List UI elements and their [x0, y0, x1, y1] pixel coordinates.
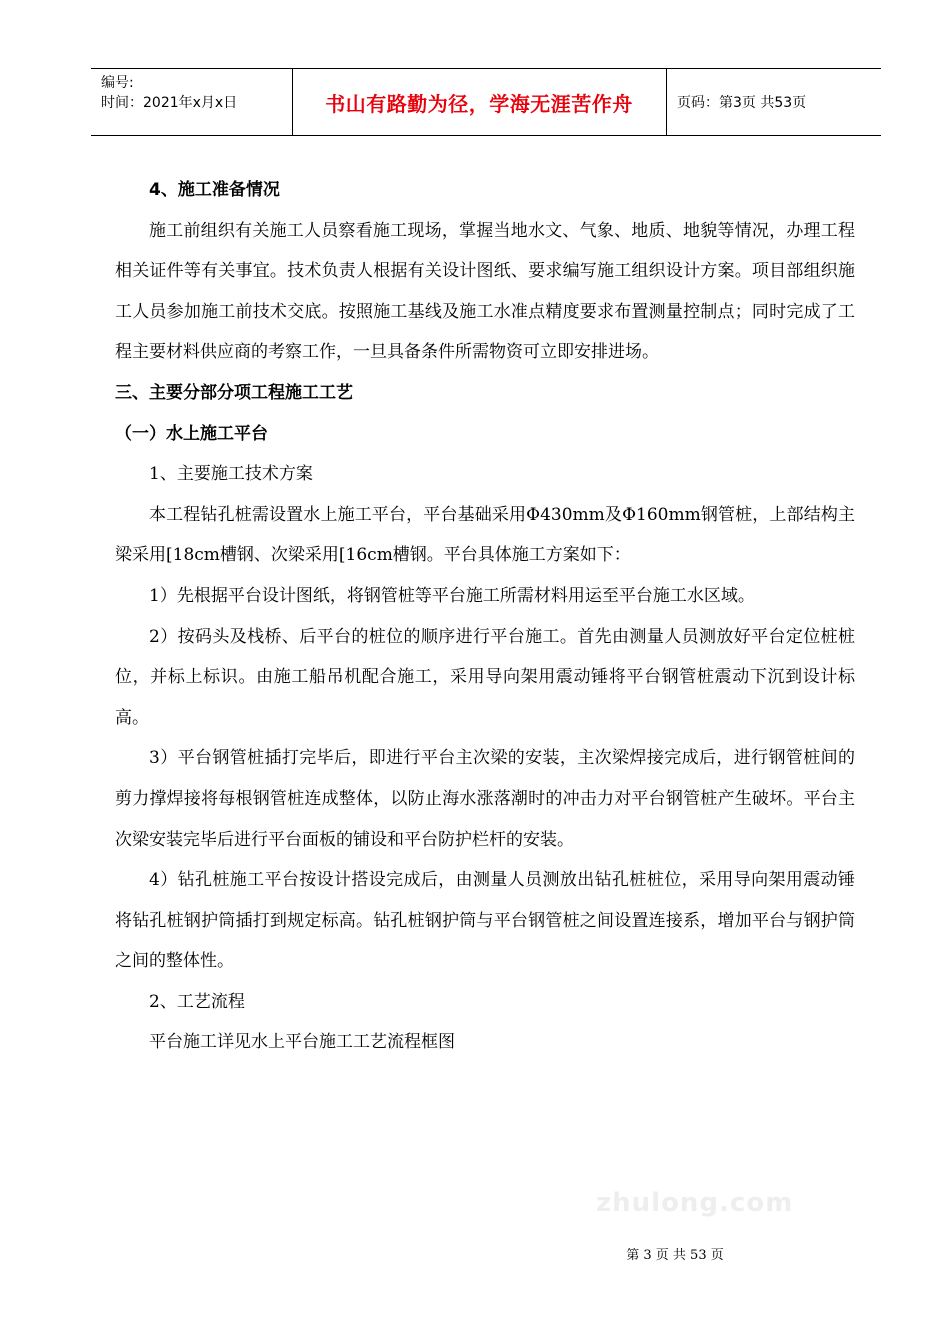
paragraph-step: 3）平台钢管桩插打完毕后，即进行平台主次梁的安装，主次梁焊接完成后，进行钢管桩间的剪力撑焊接将每根钢管桩连成整体，以防止海水涨落潮时的冲击力对平台钢管桩产生破坏。平台主次梁安装完毕后进行平台面板的铺设和平台防护栏杆的安装。 — [115, 748, 855, 850]
document-body — [115, 170, 855, 1063]
paragraph: 本工程钻孔桩需设置水上施工平台，平台基础采用Φ430mm及Φ160mm钢管桩，上部结构主梁采用[18cm槽钢、次梁采用[16cm槽钢。平台具体施工方案如下： — [115, 504, 855, 566]
paragraph: 施工前组织有关施工人员察看施工现场，掌握当地水文、气象、地质、地貌等情况，办理工程相关证件等有关事宜。技术负责人根据有关设计图纸、要求编写施工组织设计方案。项目部组织施工人员参加施工前技术交底。按照施工基线及施工水准点精度要求布置测量控制点；同时完成了工程主要材料供应商的考察工作，一旦具备条件所需物资可立即安排进场。 — [115, 220, 855, 363]
watermark: zhulong.com — [596, 1188, 794, 1218]
chapter-heading: 三、主要分部分项工程施工工艺 — [115, 382, 353, 403]
paragraph-step: 4）钻孔桩施工平台按设计搭设完成后，由测量人员测放出钻孔桩桩位，采用导向架用震动锤将钻孔桩钢护筒插打到规定标高。钻孔桩钢护筒与平台钢管桩之间设置连接系，增加平台与钢护筒之间的整体性。 — [115, 870, 855, 972]
paragraph-step: 1）先根据平台设计图纸，将钢管桩等平台施工所需材料用运至平台施工水区域。 — [149, 585, 755, 606]
item-heading: 1、主要施工技术方案 — [149, 464, 313, 485]
paragraph-step: 2）按码头及栈桥、后平台的桩位的顺序进行平台施工。首先由测量人员测放好平台定位桩桩位，并标上标识。由施工船吊机配合施工，采用导向架用震动锤将平台钢管桩震动下沉到设计标高。 — [115, 626, 855, 728]
header-page-info: 页码：第3页 共53页 — [677, 95, 807, 111]
document-time-label: 时间：2021年x月x日 — [101, 95, 238, 111]
header-divider — [666, 69, 667, 135]
document-code-label: 编号: — [101, 75, 134, 91]
paragraph: 平台施工详见水上平台施工工艺流程框图 — [149, 1032, 455, 1053]
footer-page-number: 第 3 页 共 53 页 — [626, 1248, 724, 1263]
document-header — [91, 68, 881, 136]
subsection-heading: （一）水上施工平台 — [115, 423, 268, 444]
section-heading: 4、施工准备情况 — [149, 180, 280, 200]
header-motto: 书山有路勤为径，学海无涯苦作舟 — [325, 91, 633, 116]
item-heading: 2、工艺流程 — [149, 991, 245, 1012]
page-footer — [0, 1244, 950, 1263]
